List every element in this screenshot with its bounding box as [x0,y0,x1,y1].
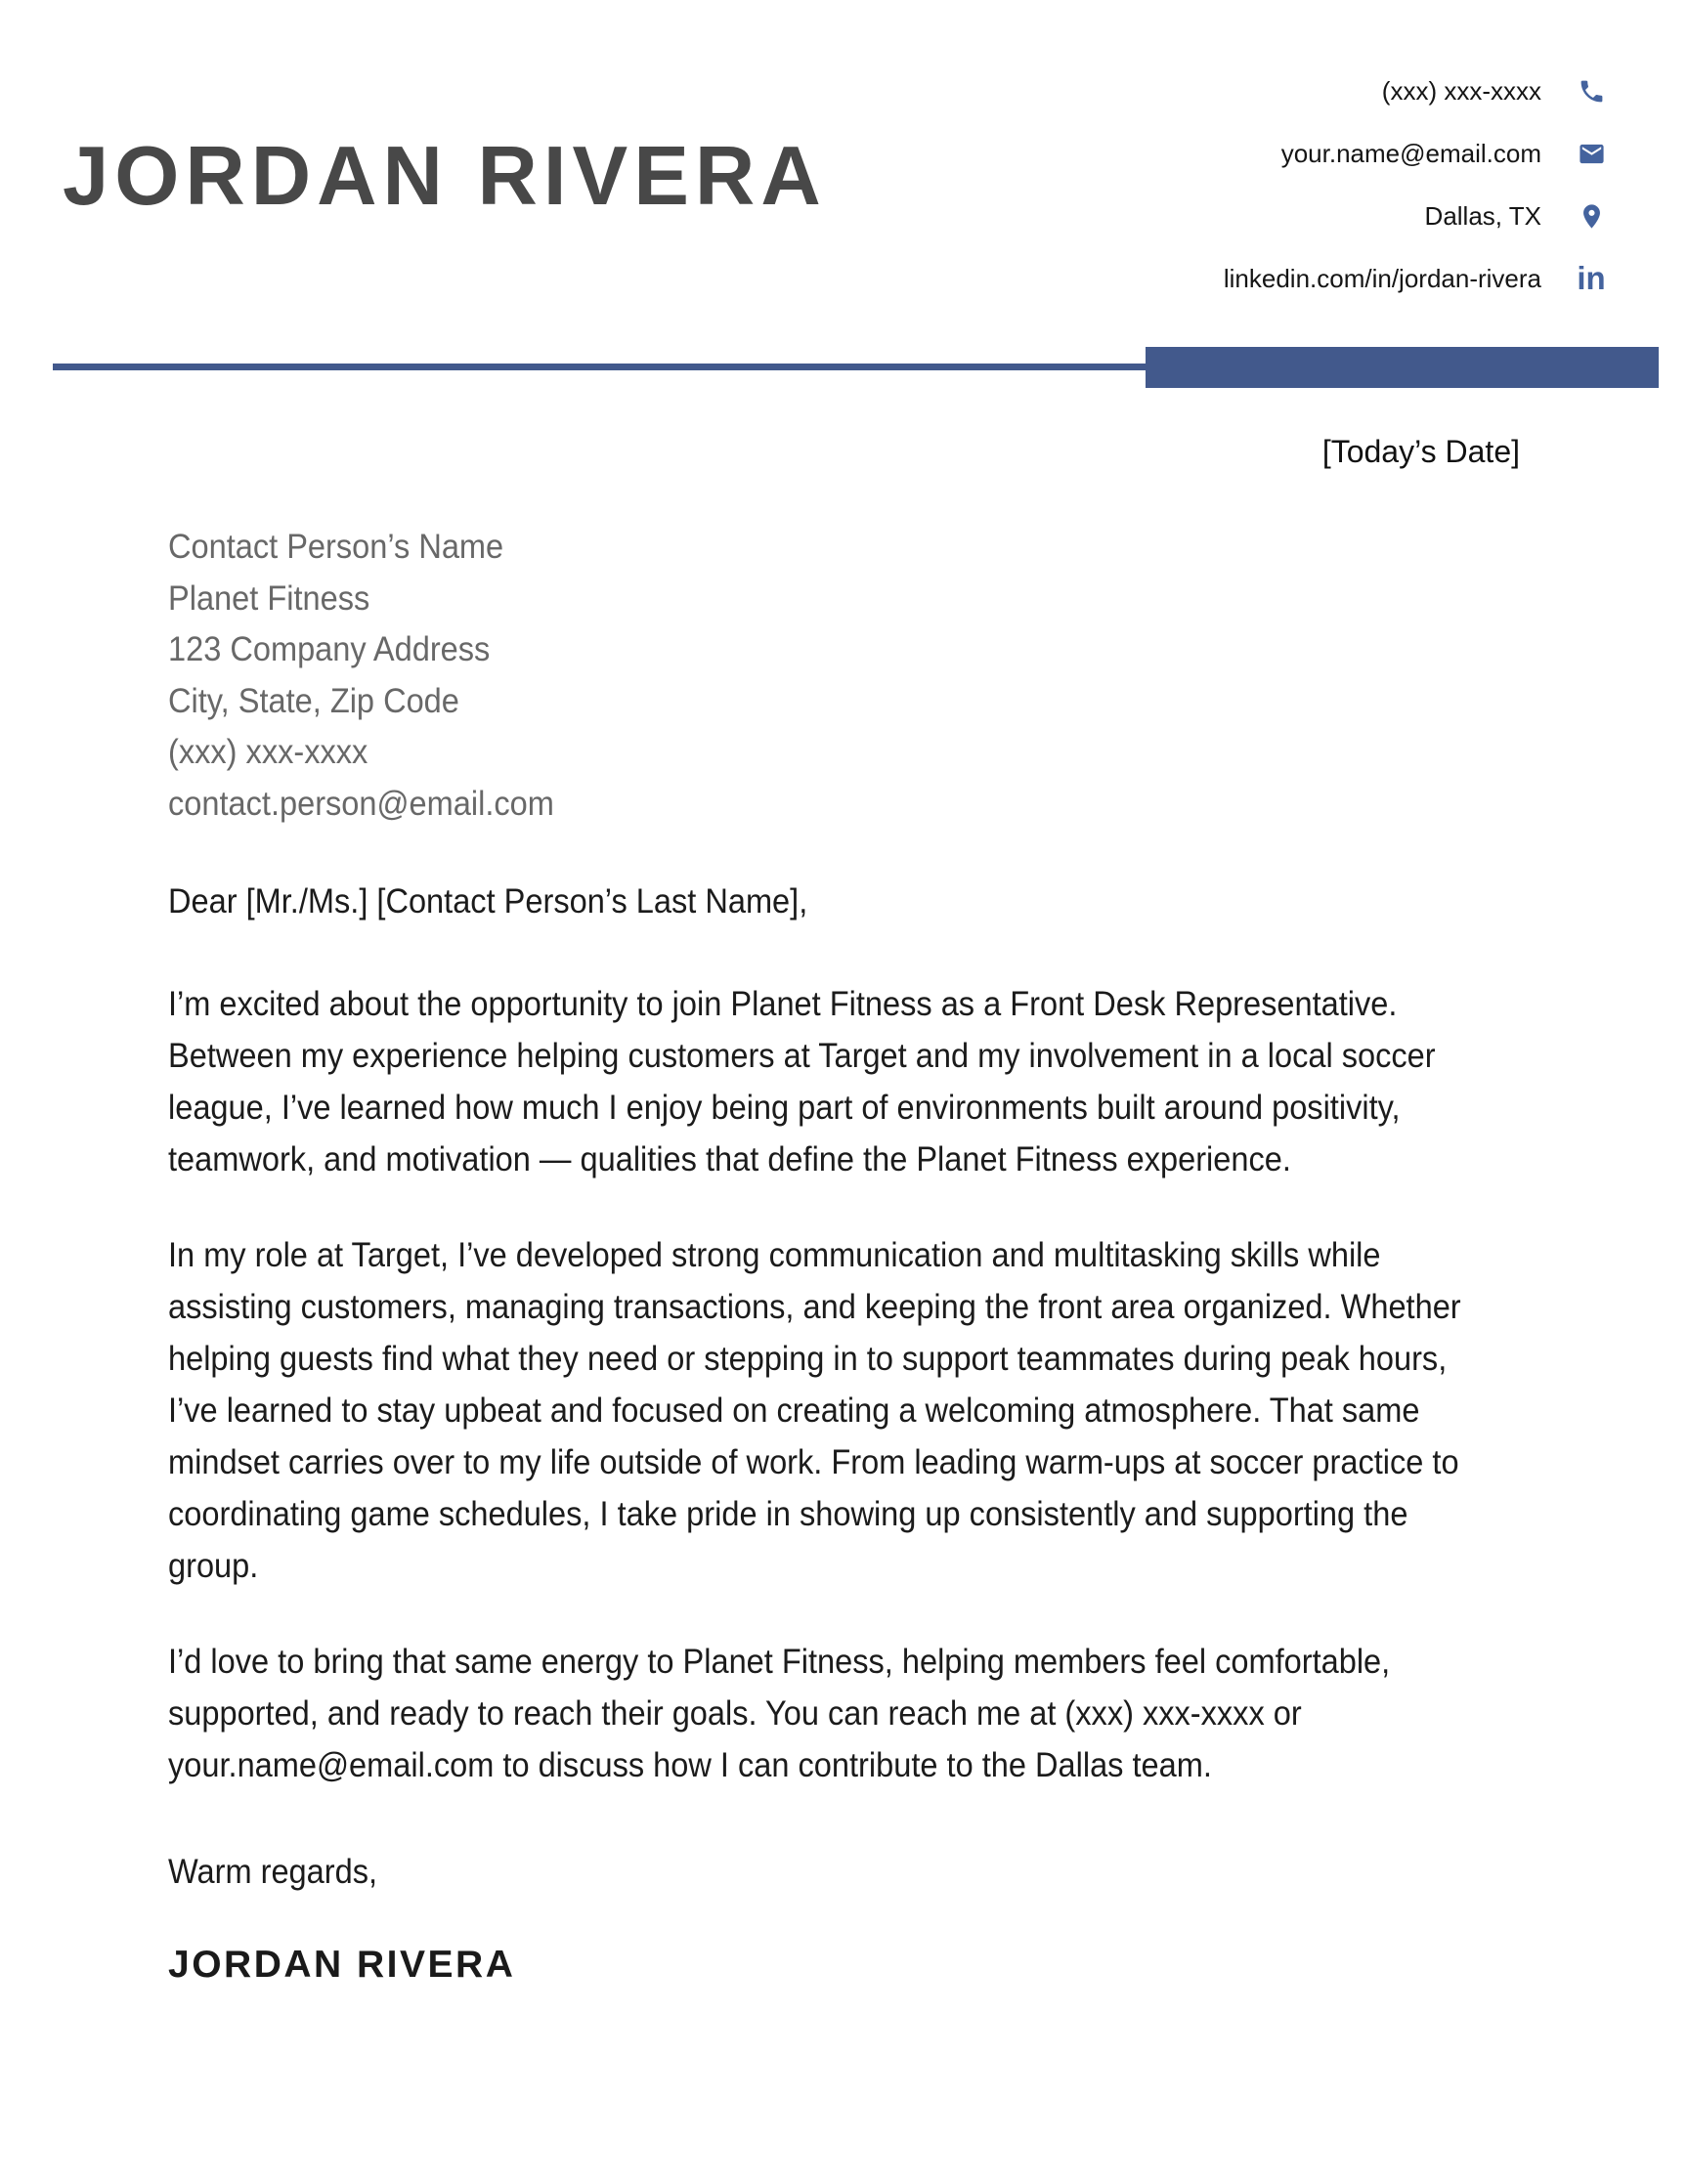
recipient-city-state-zip: City, State, Zip Code [168,681,459,720]
signature-name: JORDAN RIVERA [168,1944,516,1986]
recipient-name: Contact Person’s Name [168,528,504,566]
linkedin-url: linkedin.com/in/jordan-rivera [1223,263,1541,293]
linkedin-icon: in [1577,260,1606,296]
recipient-email: contact.person@email.com [168,784,554,823]
recipient-phone: (xxx) xxx-xxxx [168,733,368,771]
recipient-street: 123 Company Address [168,630,491,668]
contact-row-email [1224,122,1606,185]
body-paragraph: I’d love to bring that same energy to Planet Fitness, helping members feel comfortable, supported, and ready to reach their goals. You can reach me at (xxx) xxx-xxxx or your.name@email.com to discuss how I can contribute to the Dallas team. [168,1643,1391,1784]
body-paragraph: In my role at Target, I’ve developed strong communication and multitasking skills while assisting customers, managing transactions, and keeping the front area organized. Whether helping guests find what they need or stepping in to support teammates during peak hours, I’ve learned to stay upbeat and focused on creating a welcoming atmosphere. That same mindset carries over to my life outside of work. From leading warm-ups at soccer practice to coordinating game schedules, I take pride in showing up consistently and supporting the group. [168,1236,1461,1585]
divider-accent-block [1146,347,1659,388]
header-contact-list [1224,60,1606,310]
letter-body [168,978,1595,1991]
contact-row-phone [1224,60,1606,122]
page-title: JORDAN RIVERA [63,130,827,223]
closing-line: Warm regards, [168,1853,378,1891]
email-icon [1577,139,1606,168]
contact-row-linkedin [1224,247,1606,310]
salutation: Dear [Mr./Ms.] [Contact Person’s Last Name], [168,882,808,921]
location-text: Dallas, TX [1424,200,1541,231]
location-icon [1577,201,1606,231]
recipient-address-block [168,522,554,830]
date-line: [Today’s Date] [1321,434,1520,469]
phone-icon [1577,76,1606,106]
contact-row-location [1224,185,1606,247]
phone-number: (xxx) xxx-xxxx [1381,75,1541,106]
divider-rule [53,364,1146,370]
recipient-company: Planet Fitness [168,578,370,618]
email-address: your.name@email.com [1280,138,1541,168]
body-paragraph: I’m excited about the opportunity to join Planet Fitness as a Front Desk Representative. Between my experience helping customers at Target and my involvement in a local soccer league, I’ve learned how much I enjoy being part of environments built around positivity, teamwork, and motivation — qualities that define the Planet Fitness experience. [168,985,1436,1178]
